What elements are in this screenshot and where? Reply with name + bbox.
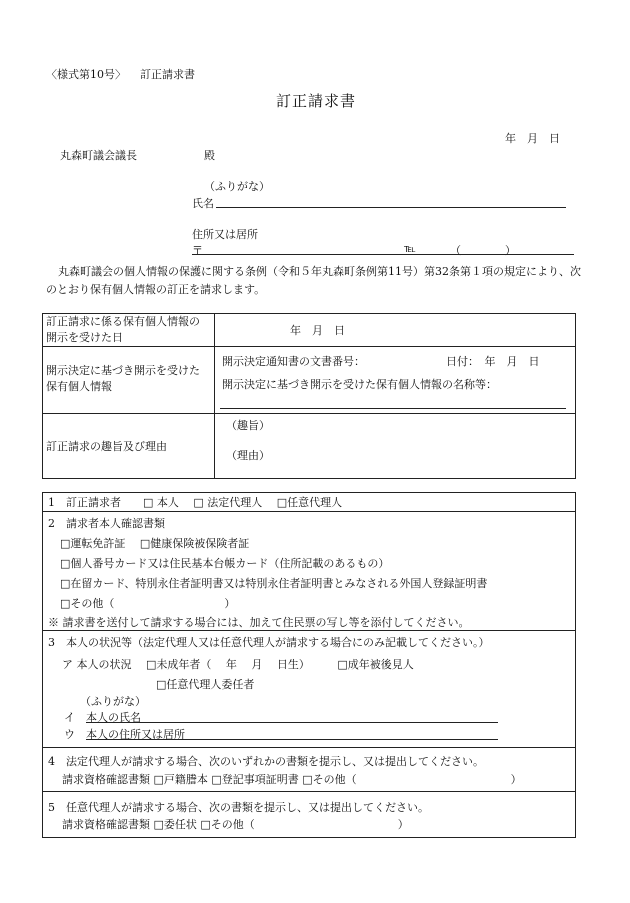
- section3-name: イ 本人の氏名: [64, 711, 141, 724]
- form-name: 訂正請求書: [140, 68, 195, 81]
- form-number: 〈様式第10号〉: [46, 68, 126, 81]
- section3-status: ア 本人の状況 □未成年者（ 年 月 日生） □成年被後見人: [62, 658, 414, 671]
- row2-date-label: 日付： 年 月 日: [446, 355, 540, 368]
- row2-label: 開示決定に基づき開示を受けた保有個人情報: [46, 364, 200, 393]
- row2-doc-no-label: 開示決定通知書の文書番号：: [222, 355, 365, 368]
- section-divider: [42, 791, 576, 792]
- info-table-row-line: [42, 346, 576, 347]
- row3-reason: （理由）: [226, 449, 270, 462]
- section4-title: 4 法定代理人が請求する場合、次のいずれかの書類を提示し、又は提出してください。: [48, 755, 484, 768]
- section-divider: [42, 511, 576, 512]
- row3-label: 訂正請求の趣旨及び理由: [46, 440, 167, 453]
- name-label: 氏名: [192, 197, 214, 210]
- furigana-label: （ふりがな）: [204, 180, 270, 193]
- section2-note: ※ 請求書を送付して請求する場合には、加えて住民票の写し等を添付してください。: [48, 616, 470, 629]
- section2-item: □在留カード、特別永住者証明書又は特別永住者証明書とみなされる外国人登録証明書: [60, 577, 488, 590]
- info-table-row-line: [42, 413, 576, 414]
- date-line: 年 月 日: [505, 132, 560, 145]
- name-field[interactable]: [216, 207, 566, 208]
- info-table-divider: [214, 313, 215, 479]
- intro-text: 丸森町議会の個人情報の保護に関する条例（令和５年丸森町条例第11号）第32条第１項の規定により、次のとおり保有個人情報の訂正を請求します。: [46, 265, 581, 296]
- row1-value: 年 月 日: [290, 324, 345, 337]
- section2-item: □その他（ ）: [60, 597, 236, 610]
- section3-address-field[interactable]: [86, 739, 498, 740]
- section3-status-2: □任意代理人委任者: [156, 678, 255, 691]
- section4-docs: 請求資格確認書類 □戸籍謄本 □登記事項証明書 □その他（ ）: [62, 773, 522, 786]
- section5-title: 5 任意代理人が請求する場合、次の書類を提示し、又は提出してください。: [48, 801, 429, 814]
- section2-item: □個人番号カード又は住民基本台帳カード（住所記載のあるもの）: [60, 557, 390, 570]
- tel-paren: （ ）: [450, 244, 516, 257]
- section2-item: □運転免許証 □健康保険被保険者証: [60, 537, 250, 550]
- section3-furigana: （ふりがな）: [80, 695, 146, 708]
- address-field[interactable]: [192, 254, 574, 255]
- section-divider: [42, 630, 576, 631]
- section3-name-field[interactable]: [86, 722, 498, 723]
- section3-address: ウ 本人の住所又は居所: [64, 728, 185, 741]
- row1-label: 訂正請求に係る保有個人情報の開示を受けた日: [46, 315, 200, 344]
- row2-name-field[interactable]: [220, 408, 566, 409]
- row3-purpose: （趣旨）: [226, 419, 270, 432]
- page-title: 訂正請求書: [276, 92, 357, 110]
- section3-title: 3 本人の状況等（法定代理人又は任意代理人が請求する場合にのみ記載してください。）: [48, 636, 490, 649]
- postal-mark: 〒: [192, 244, 203, 257]
- tel-mark: ℡: [404, 242, 416, 255]
- section2-title: 2 請求者本人確認書類: [48, 517, 165, 530]
- row2-name-label: 開示決定に基づき開示を受けた保有個人情報の名称等：: [222, 378, 497, 391]
- honorific: 殿: [204, 149, 215, 162]
- address-label: 住所又は居所: [192, 228, 258, 241]
- section5-docs: 請求資格確認書類 □委任状 □その他（ ）: [62, 818, 409, 831]
- section-divider: [42, 747, 576, 748]
- section1-requester: 1 訂正請求者 □ 本人 □ 法定代理人 □任意代理人: [48, 496, 343, 509]
- addressee: 丸森町議会議長: [60, 149, 137, 162]
